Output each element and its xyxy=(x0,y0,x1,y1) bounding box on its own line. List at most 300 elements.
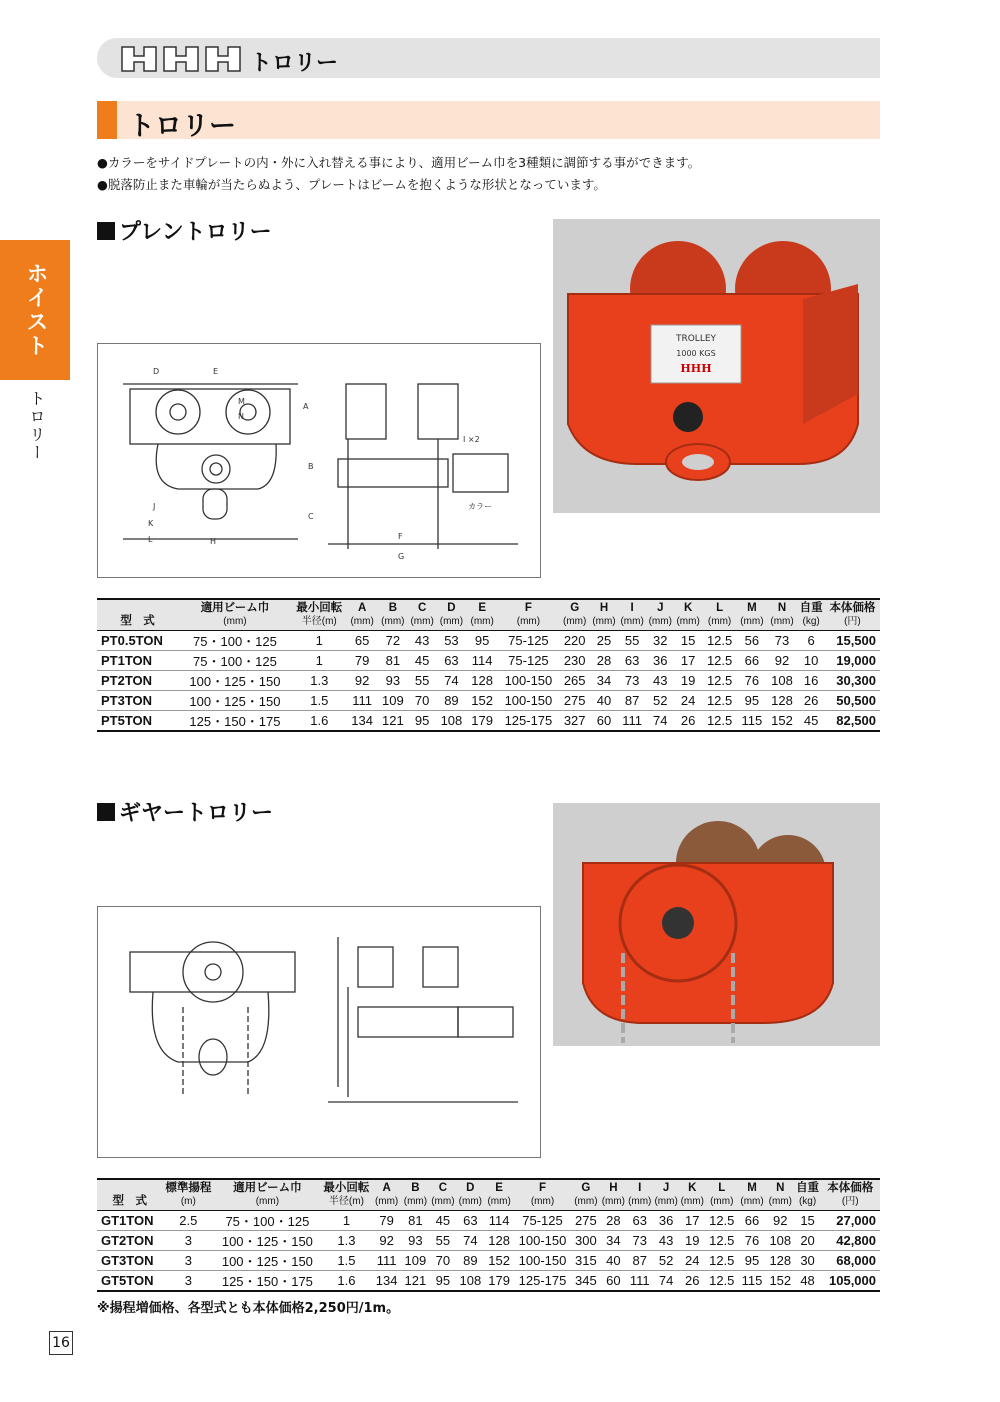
table-cell: 43 xyxy=(646,671,674,691)
column-header-name: N xyxy=(776,1182,785,1194)
table-cell: 12.5 xyxy=(702,671,737,691)
table-cell: 275 xyxy=(559,691,590,711)
table-cell: 45 xyxy=(797,711,824,732)
table-cell: 74 xyxy=(646,711,674,732)
table-cell: 95 xyxy=(737,691,767,711)
square-bullet-icon xyxy=(97,222,115,240)
column-header-unit: (mm) xyxy=(768,1196,792,1207)
column-header-unit: (mm) xyxy=(710,1196,734,1207)
column-header xyxy=(498,599,560,631)
column-header-name: 最小回転 xyxy=(323,1182,370,1194)
plain-trolley-photo-svg xyxy=(553,219,880,513)
table-cell: 111 xyxy=(372,1251,401,1271)
table-cell: 230 xyxy=(559,651,590,671)
dim-label-i: I ×2 xyxy=(463,435,480,444)
table-cell: 100-150 xyxy=(498,671,560,691)
table-cell: 125-175 xyxy=(514,1271,572,1292)
table-cell: 179 xyxy=(485,1271,514,1292)
model-cell: PT2TON xyxy=(97,671,178,691)
column-header-name: A xyxy=(357,602,367,614)
column-header-unit: (mm) xyxy=(740,1196,764,1207)
table-cell: 65 xyxy=(347,631,378,651)
table-cell: 24 xyxy=(674,691,702,711)
table-cell: 81 xyxy=(401,1211,430,1231)
column-header-name: G xyxy=(570,602,580,614)
gear-trolley-title: ギヤートロリー xyxy=(97,796,273,827)
column-header xyxy=(626,1179,653,1211)
table-cell: 72 xyxy=(377,631,408,651)
table-header-row xyxy=(97,599,880,631)
column-header xyxy=(163,1179,215,1211)
column-header-name: 型 式 xyxy=(112,1195,148,1207)
table-cell: 3 xyxy=(163,1231,215,1251)
column-header-unit: (mm) xyxy=(770,616,794,627)
table-cell: 75・100・125 xyxy=(214,1211,321,1231)
table-cell: 115 xyxy=(738,1271,766,1292)
column-header xyxy=(178,599,292,631)
table-cell: 60 xyxy=(600,1271,626,1292)
column-header xyxy=(705,1179,738,1211)
column-header-name: F xyxy=(538,1182,547,1194)
column-header xyxy=(767,599,798,631)
column-header-unit: (mm) xyxy=(458,1196,482,1207)
table-cell: 74 xyxy=(436,671,467,691)
column-header-name: C xyxy=(438,1182,448,1194)
column-header-unit: (mm) xyxy=(676,616,700,627)
plain-trolley-drawing xyxy=(97,343,541,578)
dim-label-d: D xyxy=(153,367,160,376)
table-cell: 134 xyxy=(347,711,378,732)
table-cell: 87 xyxy=(618,691,646,711)
column-header-unit: (mm) xyxy=(530,1196,555,1207)
table-cell: 15 xyxy=(795,1211,821,1231)
table-row xyxy=(97,711,880,732)
table-cell: 92 xyxy=(347,671,378,691)
table-cell: 66 xyxy=(737,651,767,671)
column-header xyxy=(737,599,767,631)
dim-label-l: L xyxy=(148,535,153,544)
table-cell: 12.5 xyxy=(702,631,737,651)
column-header xyxy=(825,599,880,631)
table-cell: 75-125 xyxy=(498,651,560,671)
column-header-unit: (mm) xyxy=(740,616,764,627)
table-cell: 100・125・150 xyxy=(178,691,292,711)
table-cell: 93 xyxy=(377,671,408,691)
table-cell: 45 xyxy=(408,651,436,671)
table-cell: 275 xyxy=(571,1211,600,1231)
table-cell: 128 xyxy=(766,1251,795,1271)
column-header-name: 自重 xyxy=(799,602,823,614)
table-cell: 1.3 xyxy=(292,671,347,691)
table-cell: 45 xyxy=(430,1211,456,1231)
column-header-unit: (円) xyxy=(841,1196,859,1207)
table-cell: 315 xyxy=(571,1251,600,1271)
table-row xyxy=(97,671,880,691)
column-header-name: J xyxy=(657,602,664,614)
table-row xyxy=(97,1231,880,1251)
column-header-name: B xyxy=(388,602,397,614)
column-header-name: 適用ビーム巾 xyxy=(200,602,270,614)
table-cell: 74 xyxy=(456,1231,485,1251)
column-header xyxy=(702,599,737,631)
table-cell: 92 xyxy=(766,1211,795,1231)
table-cell: 63 xyxy=(436,651,467,671)
column-header-name: H xyxy=(599,602,609,614)
column-header-unit: (kg) xyxy=(798,1196,817,1207)
column-header-name: 本体価格 xyxy=(827,1182,874,1194)
column-header-name: E xyxy=(495,1182,503,1194)
table-cell: 52 xyxy=(646,691,674,711)
column-header-name: K xyxy=(688,1182,697,1194)
table-cell: 111 xyxy=(618,711,646,732)
column-header-unit: (mm) xyxy=(620,616,644,627)
column-header-name: 標準揚程 xyxy=(165,1182,212,1194)
column-header-name: D xyxy=(466,1182,475,1194)
price-cell: 19,000 xyxy=(825,651,880,671)
table-cell: 108 xyxy=(767,671,798,691)
table-cell: 1 xyxy=(292,651,347,671)
column-header xyxy=(347,599,378,631)
table-row xyxy=(97,691,880,711)
dim-label-n: N xyxy=(238,412,244,421)
table-cell: 55 xyxy=(618,631,646,651)
table-cell: 100・125・150 xyxy=(214,1231,321,1251)
column-header xyxy=(653,1179,679,1211)
gear-trolley-drawing-svg xyxy=(98,907,540,1157)
table-cell: 24 xyxy=(679,1251,705,1271)
table-cell: 75-125 xyxy=(498,631,560,651)
column-header xyxy=(571,1179,600,1211)
dim-label-a: A xyxy=(303,402,309,411)
header-title: トロリー xyxy=(250,51,339,76)
table-cell: 32 xyxy=(646,631,674,651)
dim-label-c: C xyxy=(308,512,314,521)
table-cell: 75-125 xyxy=(514,1211,572,1231)
table-cell: 95 xyxy=(467,631,498,651)
column-header xyxy=(618,599,646,631)
column-header xyxy=(97,599,178,631)
table-cell: 108 xyxy=(456,1271,485,1292)
table-cell: 63 xyxy=(626,1211,653,1231)
table-cell: 12.5 xyxy=(702,691,737,711)
table-cell: 28 xyxy=(590,651,618,671)
table-cell: 345 xyxy=(571,1271,600,1292)
table-cell: 63 xyxy=(618,651,646,671)
table-cell: 26 xyxy=(674,711,702,732)
column-header xyxy=(456,1179,485,1211)
price-cell: 50,500 xyxy=(825,691,880,711)
table-cell: 40 xyxy=(590,691,618,711)
column-header-name: 適用ビーム巾 xyxy=(233,1182,302,1194)
table-cell: 12.5 xyxy=(702,711,737,732)
table-cell: 36 xyxy=(653,1211,679,1231)
table-cell: 30 xyxy=(795,1251,821,1271)
column-header-name: M xyxy=(747,1182,757,1194)
table-cell: 48 xyxy=(795,1271,821,1292)
column-header-unit: (mm) xyxy=(487,1196,511,1207)
table-cell: 95 xyxy=(738,1251,766,1271)
table-cell: 125・150・175 xyxy=(178,711,292,732)
table-cell: 125-175 xyxy=(498,711,560,732)
table-cell: 1 xyxy=(292,631,347,651)
column-header-unit: (kg) xyxy=(802,616,820,627)
table-cell: 1.3 xyxy=(321,1231,373,1251)
table-cell: 125・150・175 xyxy=(214,1271,321,1292)
table-cell: 89 xyxy=(456,1251,485,1271)
column-header-name: G xyxy=(581,1182,591,1194)
table-cell: 327 xyxy=(559,711,590,732)
table-cell: 26 xyxy=(797,691,824,711)
table-row xyxy=(97,1211,880,1231)
table-cell: 40 xyxy=(600,1251,626,1271)
table-cell: 12.5 xyxy=(702,651,737,671)
table-cell: 63 xyxy=(456,1211,485,1231)
price-cell: 42,800 xyxy=(820,1231,880,1251)
table-cell: 121 xyxy=(377,711,408,732)
table-cell: 128 xyxy=(485,1231,514,1251)
column-header-unit: (mm) xyxy=(516,616,541,627)
column-header-unit: (mm) xyxy=(601,1196,626,1207)
price-cell: 82,500 xyxy=(825,711,880,732)
column-header-name: M xyxy=(747,602,757,614)
table-cell: 93 xyxy=(401,1231,430,1251)
table-cell: 95 xyxy=(408,711,436,732)
table-cell: 152 xyxy=(766,1271,795,1292)
table-cell: 19 xyxy=(679,1231,705,1251)
column-header-unit: (mm) xyxy=(680,1196,704,1207)
table-cell: 73 xyxy=(767,631,798,651)
column-header xyxy=(485,1179,514,1211)
table-cell: 56 xyxy=(737,631,767,651)
column-header xyxy=(679,1179,705,1211)
table-cell: 74 xyxy=(653,1271,679,1292)
table-cell: 134 xyxy=(372,1271,401,1292)
column-header-unit: (mm) xyxy=(574,1196,598,1207)
table-cell: 17 xyxy=(679,1211,705,1231)
dim-label-g: G xyxy=(398,552,405,561)
table-cell: 53 xyxy=(436,631,467,651)
nameplate-capacity: 1000 KGS xyxy=(676,349,716,358)
table-cell: 179 xyxy=(467,711,498,732)
table-cell: 111 xyxy=(626,1271,653,1292)
column-header-name: C xyxy=(417,602,427,614)
table-cell: 152 xyxy=(767,711,798,732)
column-header xyxy=(436,599,467,631)
table-cell: 55 xyxy=(408,671,436,691)
table-cell: 81 xyxy=(377,651,408,671)
column-header-name: 自重 xyxy=(796,1182,820,1194)
dim-label-m: M xyxy=(238,397,245,406)
column-header xyxy=(646,599,674,631)
footnote: ※揚程増価格、各型式とも本体価格2,250円/1m。 xyxy=(97,1301,400,1316)
table-cell: 100・125・150 xyxy=(214,1251,321,1271)
column-header-unit: (mm) xyxy=(470,616,494,627)
table-cell: 111 xyxy=(347,691,378,711)
column-header xyxy=(590,599,618,631)
gear-trolley-spec-table xyxy=(97,1178,880,1292)
table-cell: 100-150 xyxy=(514,1251,572,1271)
model-cell: PT5TON xyxy=(97,711,178,732)
table-cell: 128 xyxy=(767,691,798,711)
table-cell: 43 xyxy=(408,631,436,651)
table-cell: 89 xyxy=(436,691,467,711)
plain-trolley-photo xyxy=(553,219,880,513)
table-cell: 1.5 xyxy=(321,1251,373,1271)
table-cell: 25 xyxy=(590,631,618,651)
side-tab-sub: トロリー xyxy=(27,390,46,462)
table-cell: 108 xyxy=(436,711,467,732)
model-cell: GT5TON xyxy=(97,1271,163,1292)
column-header-name: B xyxy=(411,1182,420,1194)
column-header xyxy=(372,1179,401,1211)
model-cell: PT0.5TON xyxy=(97,631,178,651)
table-cell: 1.6 xyxy=(292,711,347,732)
table-cell: 28 xyxy=(600,1211,626,1231)
column-header xyxy=(738,1179,766,1211)
column-header-unit: (円) xyxy=(844,616,861,627)
column-header-name: I xyxy=(638,1182,642,1194)
table-cell: 220 xyxy=(559,631,590,651)
column-header xyxy=(377,599,408,631)
column-header-unit: (m) xyxy=(180,1196,196,1207)
price-cell: 105,000 xyxy=(820,1271,880,1292)
table-cell: 92 xyxy=(372,1231,401,1251)
column-header xyxy=(292,599,347,631)
note-1: ●カラーをサイドプレートの内・外に入れ替える事により、適用ビーム巾を3種類に調節する事ができます。 xyxy=(97,155,701,170)
table-cell: 152 xyxy=(485,1251,514,1271)
table-cell: 2.5 xyxy=(163,1211,215,1231)
dim-label-j: J xyxy=(153,502,156,511)
table-cell: 75・100・125 xyxy=(178,631,292,651)
dim-label-e: E xyxy=(213,367,219,376)
dim-label-b: B xyxy=(308,462,314,471)
column-header-name: 本体価格 xyxy=(829,602,876,614)
table-cell: 3 xyxy=(163,1251,215,1271)
table-cell: 36 xyxy=(646,651,674,671)
gear-trolley-photo xyxy=(553,803,880,1046)
column-header xyxy=(766,1179,795,1211)
column-header-name: 型 式 xyxy=(120,615,155,627)
model-cell: GT2TON xyxy=(97,1231,163,1251)
column-header-name: A xyxy=(382,1182,391,1194)
column-header-unit: (mm) xyxy=(431,1196,455,1207)
table-cell: 73 xyxy=(618,671,646,691)
column-header xyxy=(430,1179,456,1211)
table-cell: 6 xyxy=(797,631,824,651)
table-cell: 12.5 xyxy=(705,1251,738,1271)
table-cell: 12.5 xyxy=(705,1211,738,1231)
gear-trolley-drawing xyxy=(97,906,541,1158)
table-cell: 66 xyxy=(738,1211,766,1231)
column-header-unit: (mm) xyxy=(654,1196,678,1207)
column-header-unit: 半径(m) xyxy=(301,616,337,627)
dim-label-h: H xyxy=(210,537,217,546)
column-header xyxy=(514,1179,572,1211)
table-header-row xyxy=(97,1179,880,1211)
column-header-name: E xyxy=(478,602,486,614)
section-marker xyxy=(97,101,117,139)
plain-trolley-title: プレントロリー xyxy=(97,215,272,246)
column-header-unit: (mm) xyxy=(223,616,247,627)
column-header xyxy=(559,599,590,631)
dim-label-k: K xyxy=(148,519,154,528)
table-cell: 128 xyxy=(467,671,498,691)
table-cell: 114 xyxy=(485,1211,514,1231)
column-header xyxy=(795,1179,821,1211)
table-cell: 12.5 xyxy=(705,1231,738,1251)
column-header-unit: (mm) xyxy=(563,616,587,627)
column-header-name: L xyxy=(718,1182,726,1194)
table-cell: 52 xyxy=(653,1251,679,1271)
table-row xyxy=(97,631,880,651)
column-header-unit: 半径(m) xyxy=(328,1196,364,1207)
price-cell: 68,000 xyxy=(820,1251,880,1271)
gear-trolley-photo-svg xyxy=(553,803,880,1046)
column-header-name: H xyxy=(609,1182,618,1194)
table-cell: 1 xyxy=(321,1211,373,1231)
column-header-unit: (mm) xyxy=(628,1196,652,1207)
table-cell: 100・125・150 xyxy=(178,671,292,691)
column-header xyxy=(674,599,702,631)
plain-trolley-spec-table xyxy=(97,598,880,732)
side-tab-label: ホイスト xyxy=(23,262,48,358)
table-cell: 17 xyxy=(674,651,702,671)
table-cell: 10 xyxy=(797,651,824,671)
table-row xyxy=(97,1271,880,1292)
table-cell: 87 xyxy=(626,1251,653,1271)
table-cell: 20 xyxy=(795,1231,821,1251)
table-cell: 15 xyxy=(674,631,702,651)
dim-label-f: F xyxy=(398,532,403,541)
column-header xyxy=(600,1179,626,1211)
table-cell: 152 xyxy=(467,691,498,711)
column-header xyxy=(321,1179,373,1211)
section-title: トロリー xyxy=(128,111,236,142)
column-header-name: I xyxy=(630,602,634,614)
table-cell: 34 xyxy=(600,1231,626,1251)
model-cell: PT1TON xyxy=(97,651,178,671)
model-cell: PT3TON xyxy=(97,691,178,711)
column-header-name: L xyxy=(716,602,724,614)
column-header-unit: (mm) xyxy=(648,616,672,627)
table-cell: 76 xyxy=(737,671,767,691)
table-cell: 70 xyxy=(408,691,436,711)
plain-trolley-drawing-svg xyxy=(98,344,540,577)
model-cell: GT1TON xyxy=(97,1211,163,1231)
table-cell: 300 xyxy=(571,1231,600,1251)
model-cell: GT3TON xyxy=(97,1251,163,1271)
table-cell: 114 xyxy=(467,651,498,671)
square-bullet-icon xyxy=(97,803,115,821)
column-header-unit: (mm) xyxy=(403,1196,428,1207)
table-cell: 19 xyxy=(674,671,702,691)
column-header-unit: (mm) xyxy=(350,616,374,627)
column-header xyxy=(467,599,498,631)
table-cell: 43 xyxy=(653,1231,679,1251)
table-cell: 12.5 xyxy=(705,1271,738,1292)
column-header-name: J xyxy=(662,1182,670,1194)
price-cell: 30,300 xyxy=(825,671,880,691)
table-row xyxy=(97,1251,880,1271)
table-cell: 79 xyxy=(347,651,378,671)
table-cell: 1.5 xyxy=(292,691,347,711)
table-cell: 100-150 xyxy=(514,1231,572,1251)
table-cell: 115 xyxy=(737,711,767,732)
table-cell: 121 xyxy=(401,1271,430,1292)
collar-label: カラー xyxy=(468,502,492,511)
table-cell: 109 xyxy=(401,1251,430,1271)
table-cell: 26 xyxy=(679,1271,705,1292)
